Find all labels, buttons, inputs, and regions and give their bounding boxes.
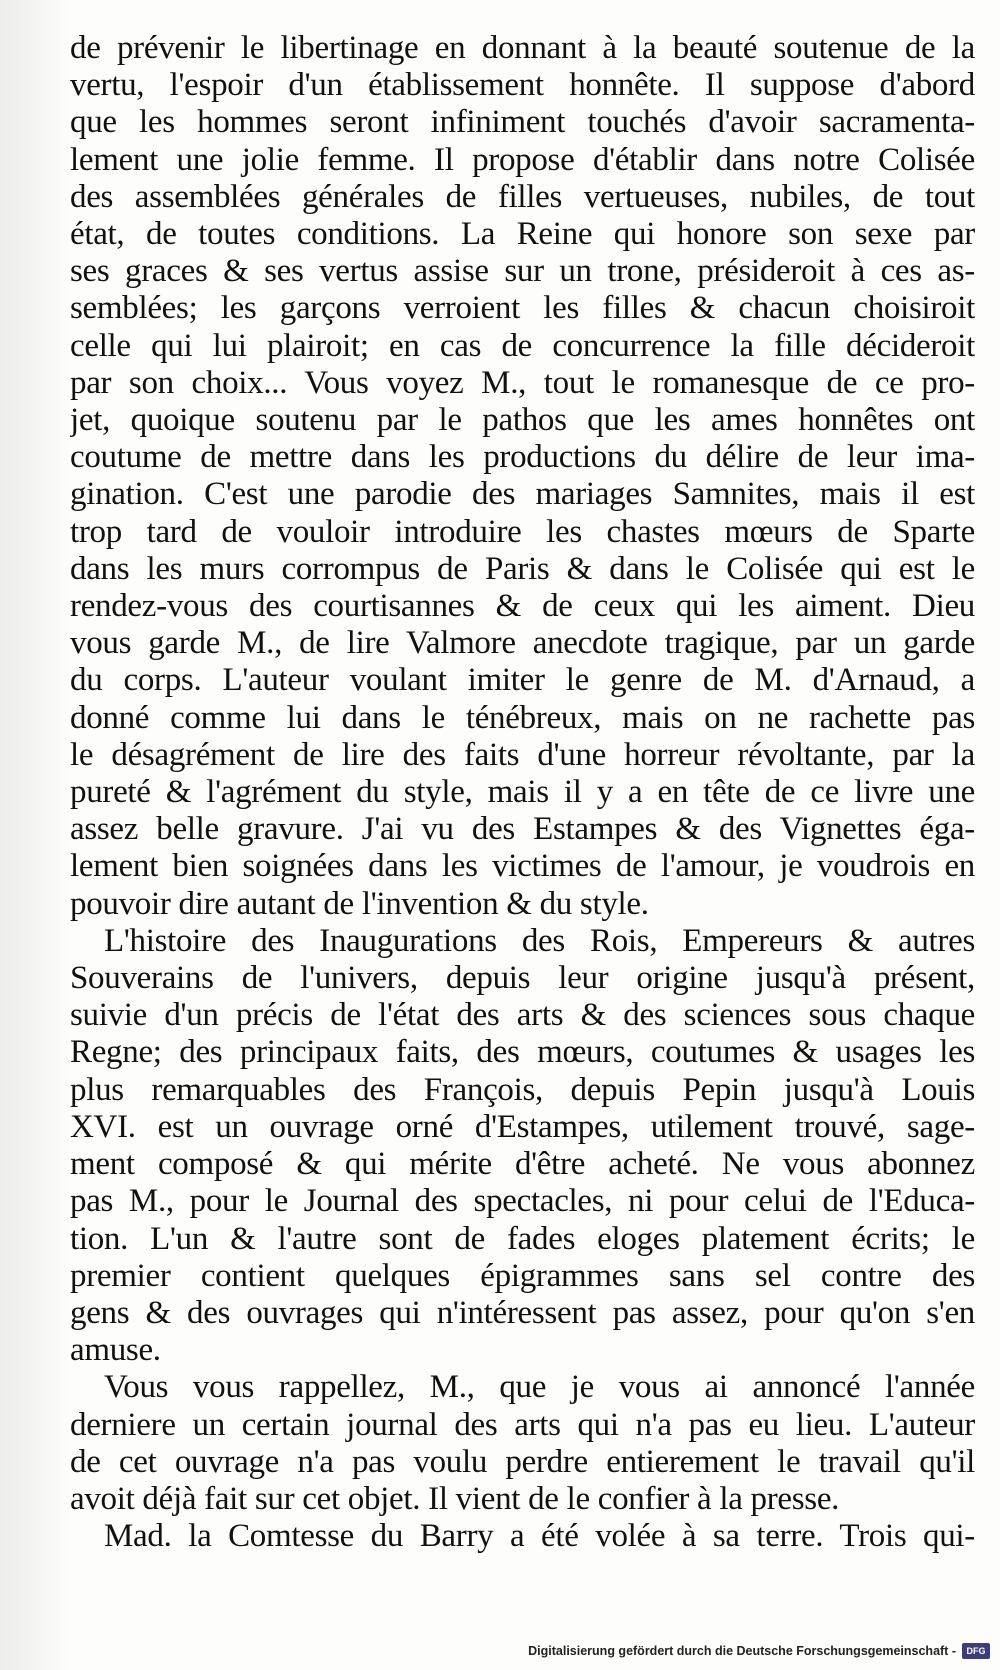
paragraph-start-line: Vous vous rappellez, M., que je vous ai annoncé l'année [104, 1369, 975, 1406]
scan-shadow-edge [0, 0, 70, 1670]
text-line: ment composé & qui mérite d'être acheté. Ne vous abonnez [70, 1146, 975, 1183]
text-line: vous garde M., de lire Valmore anecdote tragique, par un garde [70, 625, 975, 662]
text-line: Regne; des principaux faits, des mœurs, coutumes & usages les [70, 1034, 975, 1071]
text-line: jet, quoique soutenu par le pathos que les ames honnêtes ont [70, 402, 975, 439]
text-line: pas M., pour le Journal des spectacles, ni pour celui de l'Educa- [70, 1183, 975, 1220]
paragraph-start-line: Mad. la Comtesse du Barry a été volée à sa terre. Trois qui- [104, 1518, 975, 1555]
text-line: suivie d'un précis de l'état des arts & des sciences sous chaque [70, 997, 975, 1034]
text-line: lement bien soignées dans les victimes de l'amour, je voudrois en [70, 848, 975, 885]
text-line: XVI. est un ouvrage orné d'Estampes, utilement trouvé, sage- [70, 1108, 975, 1145]
text-line: tion. L'un & l'autre sont de fades eloges platement écrits; le [70, 1220, 975, 1257]
text-line: état, de toutes conditions. La Reine qui honore son sexe par [70, 216, 975, 253]
text-line: plus remarquables des François, depuis Pepin jusqu'à Louis [70, 1071, 975, 1108]
text-line: Souverains de l'univers, depuis leur origine jusqu'à présent, [70, 960, 975, 997]
text-line: pouvoir dire autant de l'invention & du style. [70, 885, 649, 922]
text-line: dans les murs corrompus de Paris & dans le Colisée qui est le [70, 550, 975, 587]
text-line: premier contient quelques épigrammes sans sel contre des [70, 1257, 975, 1294]
text-line: le désagrément de lire des faits d'une horreur révoltante, par la [70, 736, 975, 773]
text-line: que les hommes seront infiniment touchés d'avoir sacramenta- [70, 104, 975, 141]
text-line: du corps. L'auteur voulant imiter le genre de M. d'Arnaud, a [70, 662, 975, 699]
text-line: pureté & l'agrément du style, mais il y a en tête de ce livre une [70, 774, 975, 811]
text-line: lement une jolie femme. Il propose d'établir dans notre Colisée [70, 141, 975, 178]
text-line: semblées; les garçons verroient les filles & chacun choisiroit [70, 290, 975, 327]
text-line: gens & des ouvrages qui n'intéressent pas assez, pour qu'on s'en [70, 1294, 975, 1331]
footer-credit: Digitalisierung gefördert durch die Deutsche Forschungsgemeinschaft - [528, 1644, 956, 1658]
text-line: vertu, l'espoir d'un établissement honnête. Il suppose d'abord [70, 67, 975, 104]
paragraph-start-line: L'histoire des Inaugurations des Rois, Empereurs & autres [104, 922, 975, 959]
text-line: assez belle gravure. J'ai vu des Estampes & des Vignettes éga- [70, 811, 975, 848]
text-line: celle qui lui plairoit; en cas de concurrence la fille décideroit [70, 327, 975, 364]
text-line: rendez-vous des courtisannes & de ceux qui les aiment. Dieu [70, 588, 975, 625]
text-line: coutume de mettre dans les productions du délire de leur ima- [70, 439, 975, 476]
text-line: de cet ouvrage n'a pas voulu perdre entierement le travail qu'il [70, 1443, 975, 1480]
text-line: derniere un certain journal des arts qui n'a pas eu lieu. L'auteur [70, 1406, 975, 1443]
text-line: avoit déjà fait sur cet objet. Il vient de le confier à la presse. [70, 1480, 840, 1517]
digitization-footer [0, 1640, 990, 1662]
text-line: par son choix... Vous voyez M., tout le romanesque de ce pro- [70, 364, 975, 401]
text-line: donné comme lui dans le ténébreux, mais on ne rachette pas [70, 699, 975, 736]
text-line: amuse. [70, 1332, 161, 1369]
text-line: des assemblées générales de filles vertueuses, nubiles, de tout [70, 178, 975, 215]
text-line: trop tard de vouloir introduire les chastes mœurs de Sparte [70, 513, 975, 550]
body-text [70, 30, 975, 1555]
text-line: de prévenir le libertinage en donnant à la beauté soutenue de la [70, 30, 975, 66]
text-line: ses graces & ses vertus assise sur un trone, présideroit à ces as- [70, 253, 975, 290]
dfg-logo-icon: DFG [962, 1643, 990, 1659]
text-line: gination. C'est une parodie des mariages Samnites, mais il est [70, 476, 975, 513]
